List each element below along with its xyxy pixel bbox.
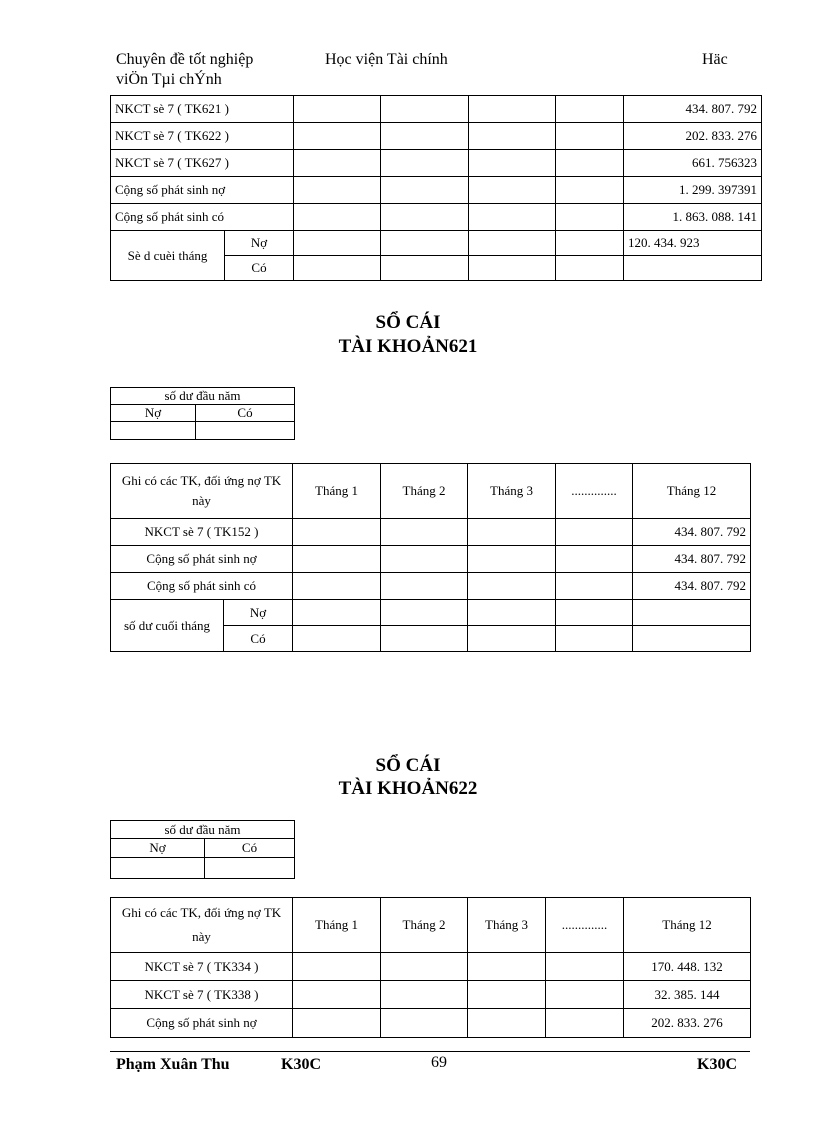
- opening-no: Nợ: [111, 405, 196, 422]
- co-label: Có: [224, 626, 293, 652]
- row-label: Cộng số phát sinh có: [111, 573, 293, 600]
- no-label: Nợ: [225, 231, 294, 256]
- footer-page-number: 69: [431, 1054, 447, 1071]
- header-ellipsis: ..............: [546, 898, 624, 953]
- row-value: 202. 833. 276: [624, 123, 762, 150]
- row-label: NKCT sè 7 ( TK622 ): [111, 123, 294, 150]
- header-left-line1: Chuyên đề tốt nghiệp: [116, 51, 254, 68]
- table-row: [111, 96, 762, 123]
- section1-title: SỔ CÁI: [375, 312, 441, 333]
- row-label: Cộng số phát sinh có: [111, 204, 294, 231]
- header-left: [116, 50, 253, 90]
- table-row: [111, 981, 751, 1009]
- no-label: Nợ: [224, 600, 293, 626]
- header-ellipsis: ..............: [556, 464, 633, 519]
- row-value: 1. 863. 088. 141: [624, 204, 762, 231]
- row-label: Cộng số phát sinh nợ: [111, 546, 293, 573]
- row-label: NKCT sè 7 ( TK334 ): [111, 953, 293, 981]
- row-value: 434. 807. 792: [624, 96, 762, 123]
- row-label: NKCT sè 7 ( TK338 ): [111, 981, 293, 1009]
- opening-co: Có: [205, 839, 295, 858]
- opening-label: số dư đầu năm: [111, 388, 295, 405]
- opening-no: Nợ: [111, 839, 205, 858]
- section1-subtitle: TÀI KHOẢN621: [338, 336, 478, 357]
- section2-title: SỔ CÁI: [375, 755, 441, 776]
- table-row: [111, 231, 762, 256]
- header-left-line2: viÖn Tµi chÝnh: [116, 71, 222, 88]
- header-accounts: Ghi có các TK, đối ứng nợ TK này: [111, 464, 293, 519]
- footer-class-left: K30C: [281, 1056, 321, 1073]
- header-month: Tháng 12: [633, 464, 751, 519]
- header-month: Tháng 1: [293, 464, 381, 519]
- closing-balance-label: số dư cuối tháng: [111, 600, 224, 652]
- closing-co-value: [624, 256, 762, 281]
- header-month: Tháng 2: [381, 898, 468, 953]
- section2-ledger-table: [110, 897, 751, 1038]
- row-value: 434. 807. 792: [633, 573, 751, 600]
- table-row: [111, 177, 762, 204]
- row-value: 32. 385. 144: [624, 981, 751, 1009]
- row-label: NKCT sè 7 ( TK621 ): [111, 96, 294, 123]
- table-row: [111, 1009, 751, 1038]
- section1-ledger-table: [110, 463, 751, 652]
- row-value: 170. 448. 132: [624, 953, 751, 981]
- section1-opening-table: [110, 387, 295, 440]
- row-value: 661. 756323: [624, 150, 762, 177]
- header-month: Tháng 2: [381, 464, 468, 519]
- header-center: Học viện Tài chính: [325, 51, 448, 68]
- opening-co: Có: [196, 405, 295, 422]
- table-row: [111, 204, 762, 231]
- section2-opening-table: [110, 820, 295, 879]
- table-row: [111, 150, 762, 177]
- opening-label: số dư đầu năm: [111, 821, 295, 839]
- footer-divider: [110, 1051, 750, 1052]
- top-ledger-table: [110, 95, 762, 281]
- table-row: [111, 600, 751, 626]
- table-row: [111, 123, 762, 150]
- row-value: 202. 833. 276: [624, 1009, 751, 1038]
- table-row: [111, 953, 751, 981]
- section2-subtitle: TÀI KHOẢN622: [338, 778, 478, 799]
- table-row: [111, 519, 751, 546]
- footer-class-right: K30C: [697, 1056, 737, 1073]
- row-value: 434. 807. 792: [633, 546, 751, 573]
- table-row: [111, 546, 751, 573]
- header-month: Tháng 3: [468, 898, 546, 953]
- header-accounts: Ghi có các TK, đối ứng nợ TK này: [111, 898, 293, 953]
- row-value: 434. 807. 792: [633, 519, 751, 546]
- row-value: 1. 299. 397391: [624, 177, 762, 204]
- row-label: Cộng số phát sinh nợ: [111, 1009, 293, 1038]
- header-month: Tháng 12: [624, 898, 751, 953]
- row-label: NKCT sè 7 ( TK627 ): [111, 150, 294, 177]
- co-label: Có: [225, 256, 294, 281]
- header-month: Tháng 3: [468, 464, 556, 519]
- footer-author: Phạm Xuân Thu: [116, 1056, 230, 1073]
- closing-balance-label: Sè d cuèi tháng: [111, 231, 225, 281]
- closing-no-value: 120. 434. 923: [624, 231, 762, 256]
- header-right: Häc: [702, 51, 728, 68]
- header-month: Tháng 1: [293, 898, 381, 953]
- row-label: NKCT sè 7 ( TK152 ): [111, 519, 293, 546]
- table-row: [111, 573, 751, 600]
- row-label: Cộng số phát sinh nợ: [111, 177, 294, 204]
